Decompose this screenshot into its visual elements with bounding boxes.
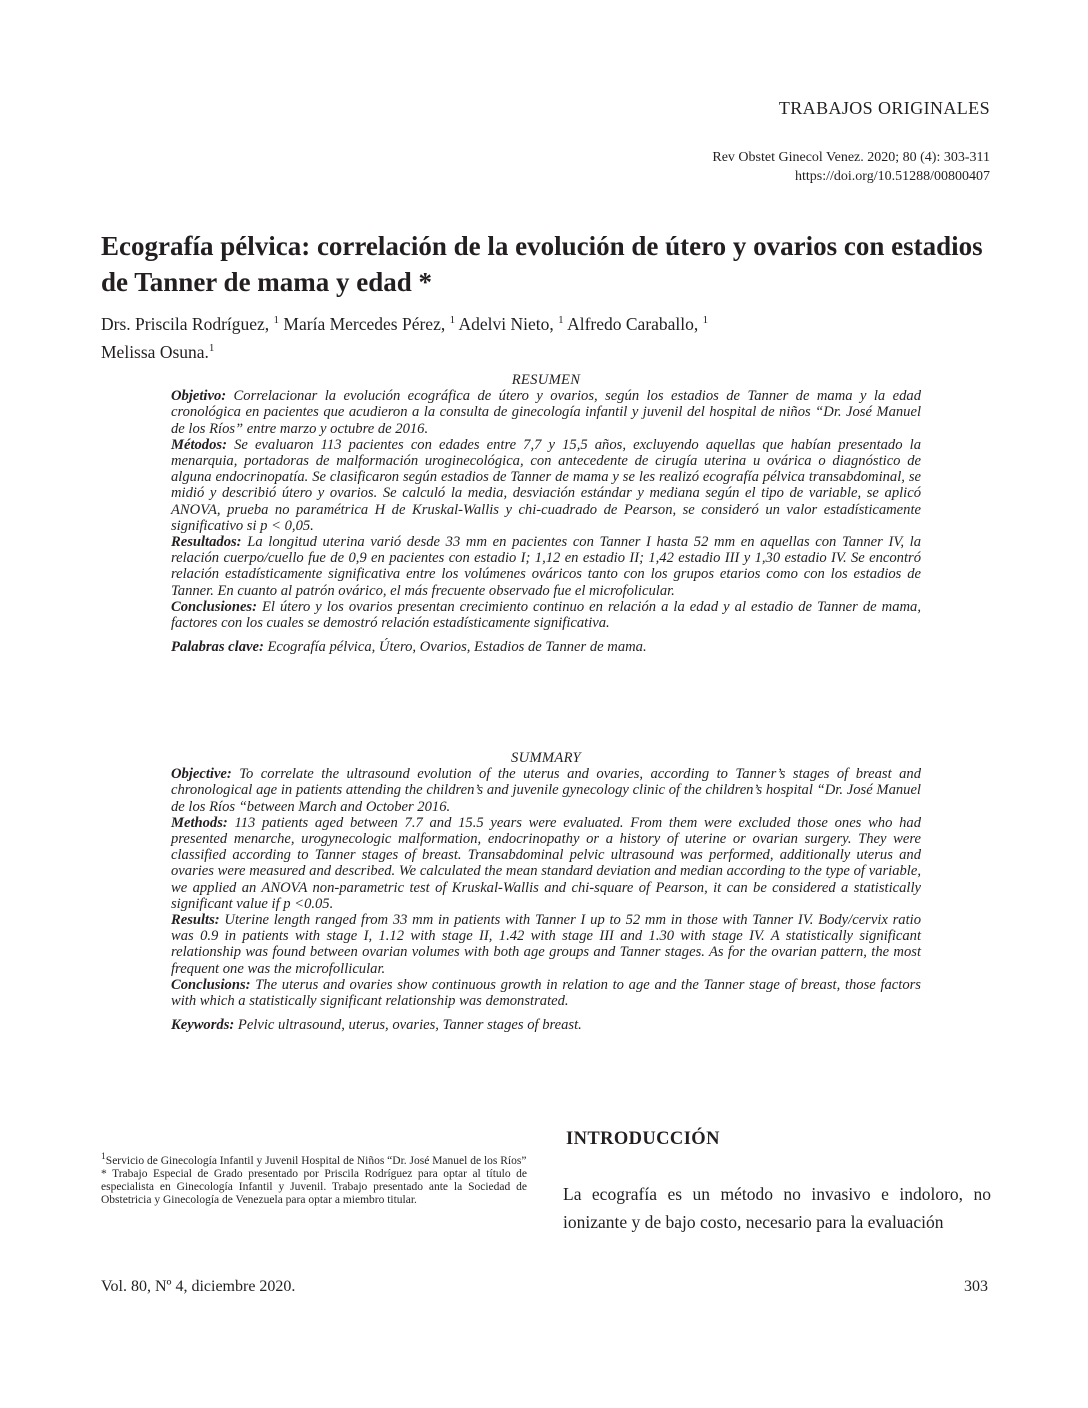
author-affiliation-mark: 1 [449,314,456,326]
label: Conclusions: [171,976,251,993]
label: Keywords: [171,1017,235,1034]
text: 113 patients aged between 7.7 and 15.5 years were evaluated. From them were excluded those ones who had presented menarche, urogynecologic malformation, endocrinopathy or a history of uterine or ovarian surgery. They were classified according to Tanner stages of breast. Transabdominal pelvic ultrasound was performed, additionally uterus and ovaries were measured and described. We calculated the mean standard deviation and median according to the type of variable, we applied an ANOVA non-parametric test of Kruskal-Wallis and chi-square of Pearson, it can be considered a statistically significant value if p <0.05. [171,814,921,912]
text: Ecografía pélvica, Útero, Ovarios, Estadios de Tanner de mama. [267,639,647,656]
text: Uterine length ranged from 33 mm in patients with Tanner I up to 52 mm in those with Tanner IV. Body/cervix ratio was 0.9 in patients with stage I, 1.12 with stage II, 1.42 with stage III and 1.30 with stage IV. A statistically significant relationship was found between ovarian volumes with both age groups and Tanner stages. As for the ovarian pattern, the most frequent one was the microfollicular. [171,912,921,977]
citation-block [560,148,990,186]
summary-results [171,912,921,977]
resumen-objetivo [171,388,921,437]
text: The uterus and ovaries show continuous growth in relation to age and the Tanner stage of breast, those factors with which a statistically significant relationship was demonstrated. [171,976,921,1010]
label: Palabras clave: [171,639,264,656]
author-name: Adelvi Nieto, [458,313,554,334]
text: Se evaluaron 113 pacientes con edades entre 7,7 y 15,5 años, excluyendo aquellas que habían presentado la menarquia, portadoras de malformación uroginecológica, con antecedente de cirugía uterina u ovárica o diagnóstico de alguna endocrinopatía. Se clasificaron según estadios de Tanner de mama y se les realizó ecografía pélvica transabdominal, se midió y describió útero y ovarios. Se calculó la media, desviación estándar y mediana según el tipo de variable, se aplicó ANOVA, prueba no paramétrica H de Kruskal-Wallis y chi-cuadrado de Pearson, se consideró un valor estadísticamente significativo si p < 0,05. [171,436,921,534]
work-footnote: * Trabajo Especial de Grado presentado por Priscila Rodríguez para optar al título de especialista en Ginecología Infantil y Juvenil. Trabajo presentado ante la Sociedad de Obstetricia y Ginecología de Venezuela para optar a miembro titular. [101,1167,527,1206]
resumen-resultados [171,534,921,599]
journal-citation: Rev Obstet Ginecol Venez. 2020; 80 (4): 303-311 [712,150,990,165]
footer-volume: Vol. 80, Nº 4, diciembre 2020. [101,1278,296,1295]
author-affiliation-mark: 1 [558,314,564,326]
introduccion-heading: INTRODUCCIÓN [566,1129,720,1149]
resumen-conclusiones [171,599,921,631]
author-name: Melissa Osuna. [101,341,209,362]
author-list [101,308,971,364]
resumen-heading: RESUMEN [511,372,581,388]
author-name: María Mercedes Pérez, [283,313,446,334]
text: Pelvic ultrasound, uterus, ovaries, Tanner stages of breast. [237,1017,582,1034]
label: Methods: [171,814,228,831]
summary-conclusions [171,977,921,1009]
text: Servicio de Ginecología Infantil y Juvenil Hospital de Niños “Dr. José Manuel de los Ríos” [105,1154,527,1167]
text: La longitud uterina varió desde 33 mm en pacientes con Tanner I hasta 52 mm en aquellas con Tanner IV, la relación cuerpo/cuello fue de 0,9 en pacientes con estadio I; 1,12 en estadio II; 1,42 estadio III y 1,30 estadio IV. Se encontró relación estadísticamente significativa entre los volúmenes ováricos tanto con los grupos etarios como con los estadios de Tanner. En cuanto al patrón ovárico, el más frecuente observado fue el microfolicular. [171,534,922,599]
text: Correlacionar la evolución ecográfica de útero y ovarios, según los estadios de Tanner de mama y la edad cronológica en pacientes que acudieron a la consulta de ginecología infantil y juvenil del hospital de niños “Dr. José Manuel de los Ríos” entre marzo y octubre de 2016. [171,388,921,437]
introduccion-paragraph: La ecografía es un método no invasivo e indoloro, no ionizante y de bajo costo, necesario para la evaluación [563,1184,991,1232]
resumen-abstract [171,372,921,655]
article-title: Ecografía pélvica: correlación de la evolución de útero y ovarios con estadios de Tanner de mama y edad * [101,231,983,297]
resumen-metodos [171,437,921,534]
label: Métodos: [171,436,227,453]
text: El útero y los ovarios presentan crecimiento continuo en relación a la edad y al estadio de Tanner de mama, factores con los cuales se demostró relación estadísticamente significativa. [171,598,921,632]
author-affiliation-mark: 1 [702,314,709,326]
summary-methods [171,815,921,912]
label: Results: [171,912,220,929]
label: Objective: [171,766,232,783]
author-name: Alfredo Caraballo, [567,313,699,334]
author-affiliation-mark: 1 [208,341,215,354]
label: Objetivo: [171,388,227,405]
resumen-palabras-clave [171,639,921,655]
section-label: TRABAJOS ORIGINALES [778,98,990,118]
label: Resultados: [171,534,242,551]
affiliation-footnote [101,1150,527,1168]
label: Conclusiones: [171,598,257,615]
summary-objective [171,766,921,815]
author-affiliation-mark: 1 [273,314,280,326]
summary-keywords [171,1017,921,1033]
author-name: Drs. Priscila Rodríguez, [101,313,270,334]
footnotes [101,1150,527,1207]
doi-link[interactable]: https://doi.org/10.51288/00800407 [795,169,990,184]
summary-heading: SUMMARY [511,750,581,766]
page-number: 303 [964,1278,988,1295]
summary-abstract [171,750,921,1033]
text: To correlate the ultrasound evolution of the uterus and ovaries, according to Tanner’s stages of breast and chronological age in patients attending the children’s and juvenile gynecology clinic of the children’s hospital “Dr. José Manuel de los Ríos “between March and October 2016. [171,766,921,815]
footnote-mark: 1 [101,1151,106,1162]
